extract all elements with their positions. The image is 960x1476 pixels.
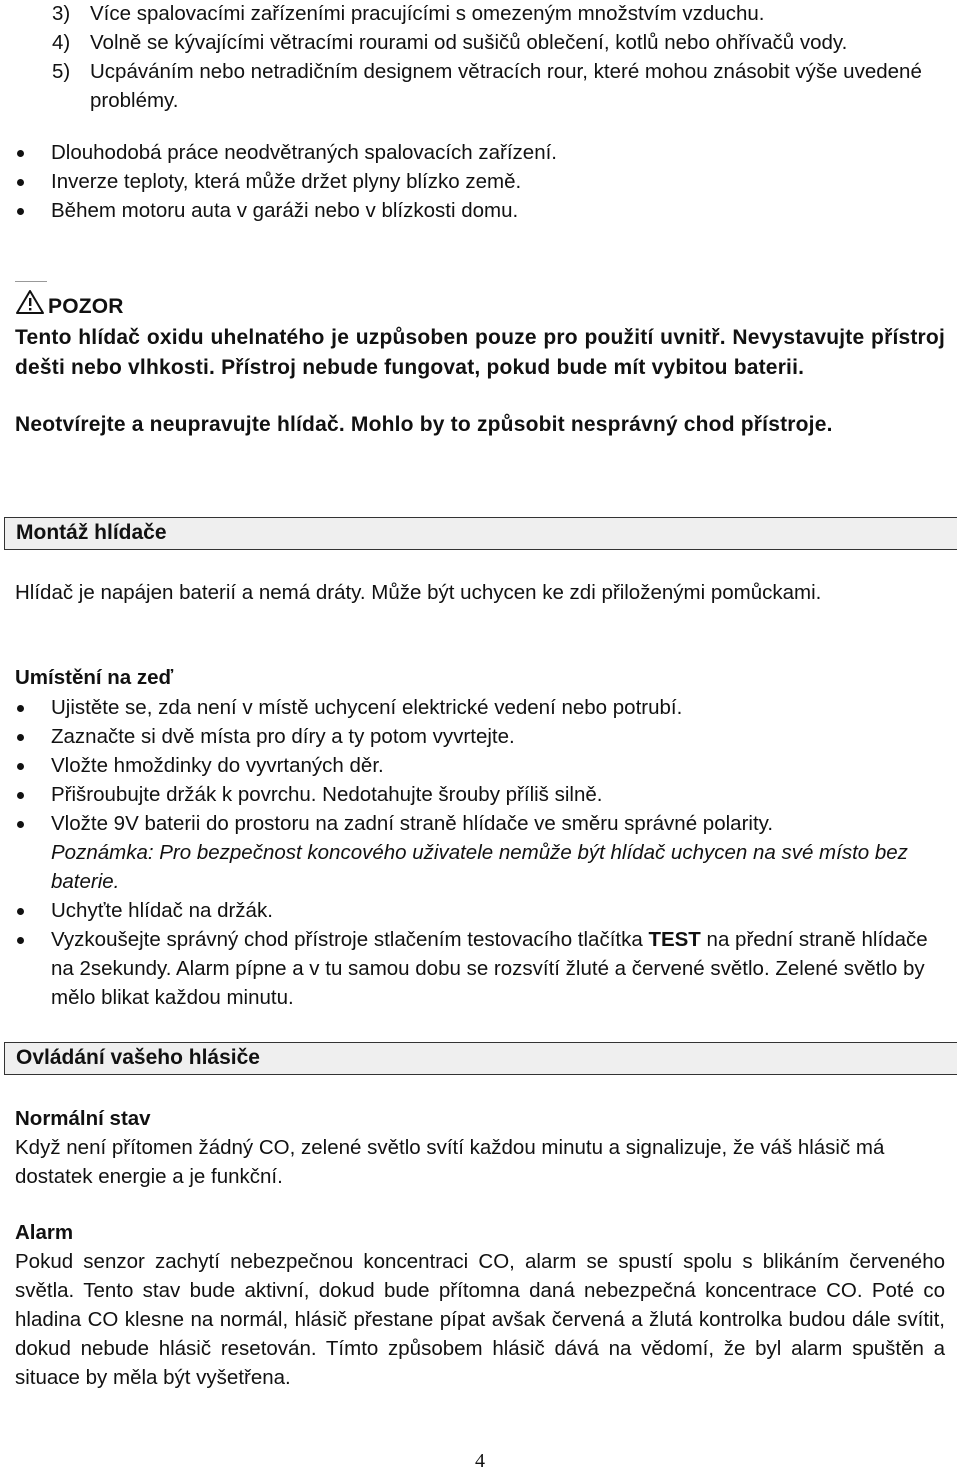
list-item bbox=[52, 57, 952, 115]
paragraph: Hlídač je napájen baterií a nemá dráty. Může být uchycen ke zdi přiloženými pomůckami. bbox=[15, 581, 822, 604]
item-text: Vložte 9V baterii do prostoru na zadní straně hlídače ve směru správné polarity. bbox=[51, 812, 774, 835]
item-text: Ucpáváním nebo netradičním designem větracích rour, které mohou znásobit výše uvedené problémy. bbox=[90, 60, 922, 112]
warning-title: POZOR bbox=[48, 294, 124, 318]
subsection-title: Umístění na zeď bbox=[15, 666, 174, 689]
list-item bbox=[52, 28, 952, 57]
list-item: Během motoru auta v garáži nebo v blízkosti domu. bbox=[15, 196, 945, 225]
warning-box bbox=[15, 289, 945, 440]
page-number: 4 bbox=[475, 1450, 485, 1472]
list-item bbox=[52, 0, 952, 28]
section-heading-operation: Ovládání vašeho hlásiče bbox=[4, 1042, 957, 1075]
subsection-title: Alarm bbox=[15, 1221, 74, 1244]
paragraph: Když není přítomen žádný CO, zelené světlo svítí každou minutu a signalizuje, že váš hlásič má dostatek energie a je funkční. bbox=[15, 1136, 885, 1188]
list-item bbox=[15, 809, 945, 896]
wall-mount-section bbox=[15, 663, 945, 1012]
item-text: na přední straně hlídače na 2sekundy. Alarm pípne a v tu samou dobu se rozsvítí žluté a červené světlo. Zelené světlo by mělo blikat každou minutu. bbox=[51, 928, 928, 1009]
item-number: 3) bbox=[52, 2, 71, 25]
test-button-label: TEST bbox=[648, 928, 701, 951]
paragraph: Pokud senzor zachytí nebezpečnou koncentraci CO, alarm se spustí spolu s blikáním červeného světla. Tento stav bude aktivní, dokud bude přítomna daná nebezpečná koncentrace CO. Poté co hladina CO klesne na normál, hlásič přestane pípat avšak červená a žlutá kontrolka budou dále svítit, dokud nebude hlásič resetován. Tímto způsobem hlásič dává na vědomí, že byl alarm spuštěn a situace by měla být vyšetřena. bbox=[15, 1250, 945, 1389]
list-item: Uchyťte hlídač na držák. bbox=[15, 896, 945, 925]
item-number: 4) bbox=[52, 31, 71, 54]
mounting-intro bbox=[15, 578, 945, 607]
section-heading-mounting: Montáž hlídače bbox=[4, 517, 957, 550]
note-text: Poznámka: Pro bezpečnost koncového uživatele nemůže být hlídač uchycen na své místo bez baterie. bbox=[51, 841, 908, 893]
numbered-list bbox=[52, 0, 952, 115]
warning-paragraph: Tento hlídač oxidu uhelnatého je uzpůsoben pouze pro použití uvnitř. Nevystavujte přístroj dešti nebo vlhkosti. Přístroj nebude fungovat, pokud bude mít vybitou baterii. bbox=[15, 326, 945, 379]
normal-state-section bbox=[15, 1104, 945, 1191]
list-item: Inverze teploty, která může držet plyny blízko země. bbox=[15, 167, 945, 196]
divider bbox=[15, 281, 47, 282]
item-text: Více spalovacími zařízeními pracujícími s omezeným množstvím vzduchu. bbox=[90, 2, 765, 25]
list-item: Vložte hmoždinky do vyvrtaných děr. bbox=[15, 751, 945, 780]
warning-heading bbox=[15, 289, 945, 323]
list-item: Zaznačte si dvě místa pro díry a ty potom vyvrtejte. bbox=[15, 722, 945, 751]
subsection-title: Normální stav bbox=[15, 1107, 151, 1130]
list-item: Dlouhodobá práce neodvětraných spalovacích zařízení. bbox=[15, 138, 945, 167]
list-item: Přišroubujte držák k povrchu. Nedotahujte šrouby příliš silně. bbox=[15, 780, 945, 809]
item-number: 5) bbox=[52, 60, 71, 83]
cause-bullet-list bbox=[15, 138, 945, 225]
alarm-section bbox=[15, 1218, 945, 1392]
item-text: Volně se kývajícími větracími rourami od sušičů oblečení, kotlů nebo ohřívačů vody. bbox=[90, 31, 848, 54]
warning-triangle-icon bbox=[15, 289, 45, 323]
item-text: Vyzkoušejte správný chod přístroje stlačením testovacího tlačítka bbox=[51, 928, 649, 951]
list-item bbox=[15, 925, 945, 1012]
warning-paragraph: Neotvírejte a neupravujte hlídač. Mohlo by to způsobit nesprávný chod přístroje. bbox=[15, 413, 833, 436]
list-item: Ujistěte se, zda není v místě uchycení elektrické vedení nebo potrubí. bbox=[15, 693, 945, 722]
